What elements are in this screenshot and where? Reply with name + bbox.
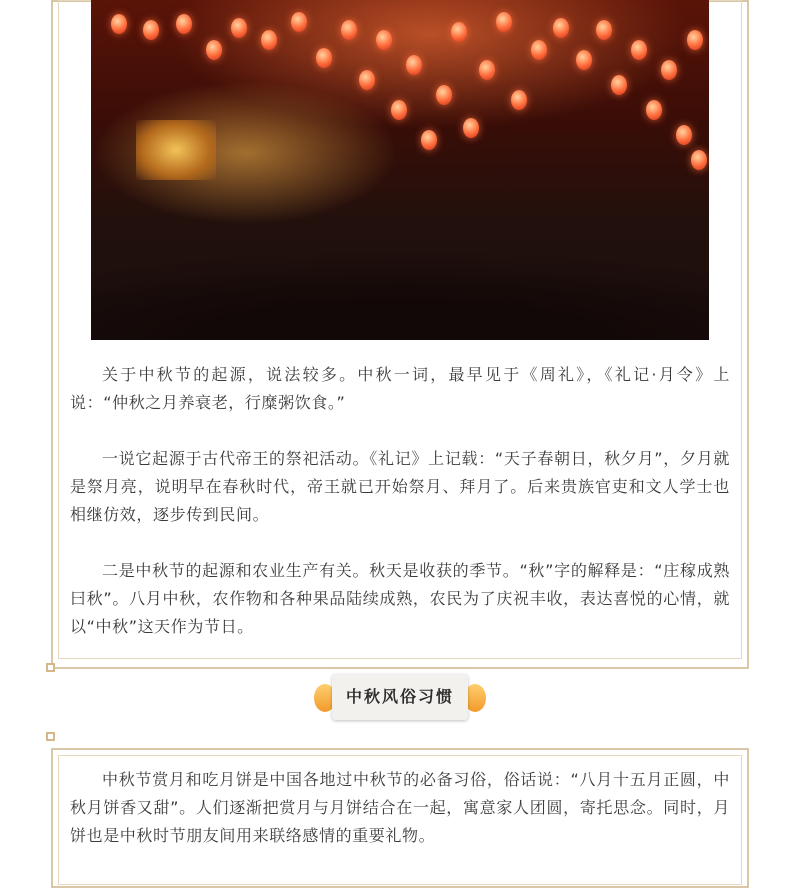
section-heading-badge — [312, 674, 488, 722]
paragraph-origin-sacrifice: 一说它起源于古代帝王的祭祀活动。《礼记》上记载：“天子春朝日，秋夕月”，夕月就是祭月亮，说明早在春秋时代，帝王就已开始祭月、拜月了。后来贵族官吏和文人学士也相继仿效，逐步传到民间。 — [70, 449, 730, 524]
paragraph-origin-intro: 关于中秋节的起源，说法较多。中秋一词，最早见于《周礼》，《礼记·月令》上说：“仲秋之月养衰老，行糜粥饮食。” — [70, 365, 730, 412]
shrine-glow — [136, 120, 216, 180]
section-heading: 中秋风俗习惯 — [332, 674, 468, 720]
paragraph-custom-mooncake: 中秋节赏月和吃月饼是中国各地过中秋节的必备习俗，俗话说：“八月十五月正圆，中秋月饼香又甜”。人们逐渐把赏月与月饼结合在一起，寓意家人团圆，寄托思念。同时，月饼也是中秋时节朋友间用来联络感情的重要礼物。 — [70, 770, 730, 845]
corner-square-top — [46, 663, 55, 672]
paragraph-origin-agriculture: 二是中秋节的起源和农业生产有关。秋天是收获的季节。“秋”字的解释是：“庄稼成熟曰秋”。八月中秋，农作物和各种果品陆续成熟，农民为了庆祝丰收，表达喜悦的心情，就以“中秋”这天作为节日。 — [70, 561, 730, 636]
crowd-silhouette — [91, 190, 709, 340]
corner-square-bottom — [46, 732, 55, 741]
lantern-temple-photo — [91, 0, 709, 340]
